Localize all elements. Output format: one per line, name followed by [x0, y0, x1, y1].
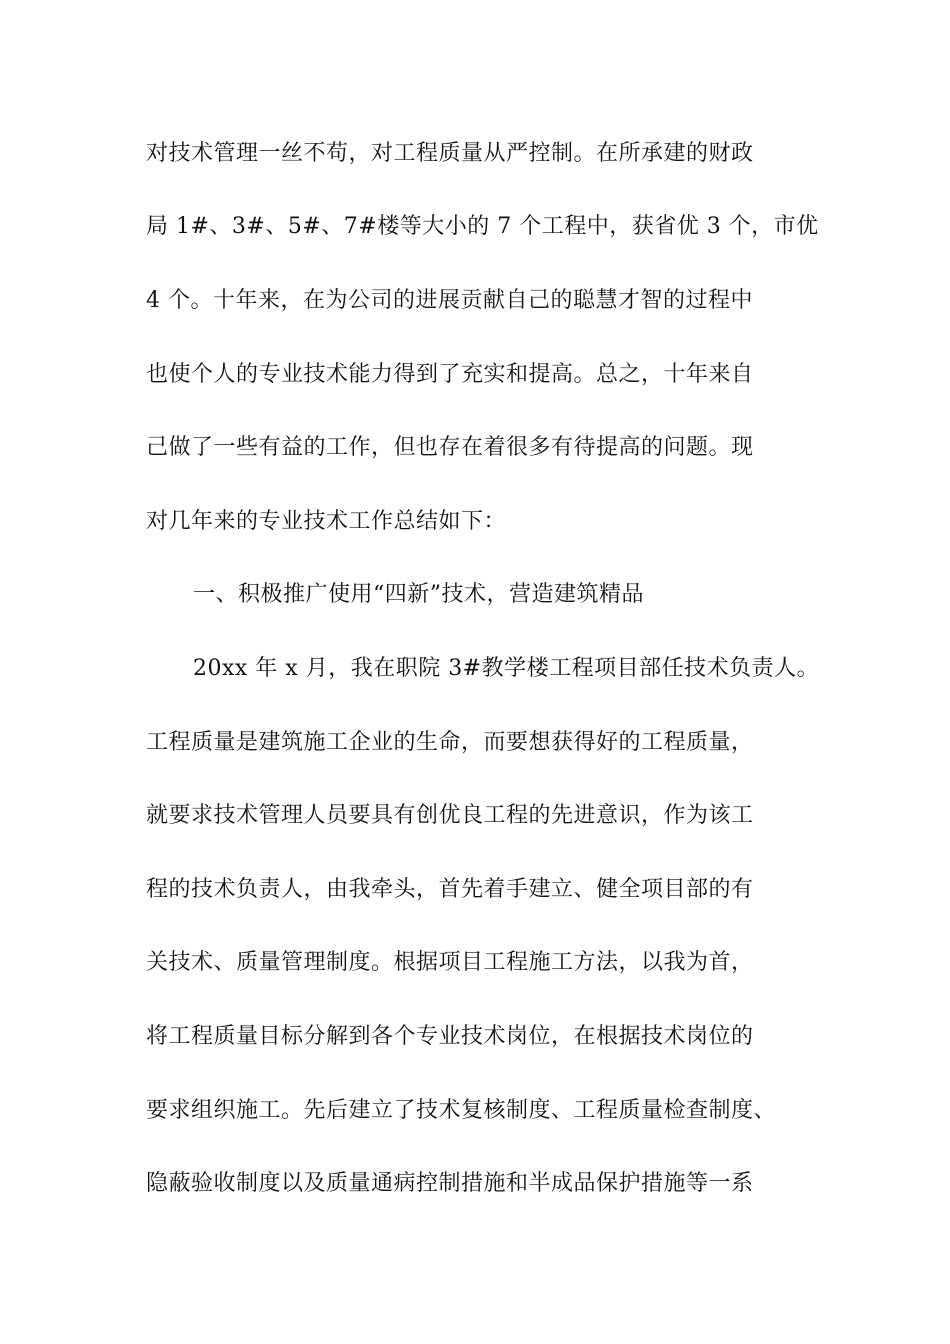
paragraph-line: 工程质量是建筑施工企业的生命，而要想获得好的工程质量，: [146, 730, 754, 755]
paragraph-line: 就要求技术管理人员要具有创优良工程的先进意识，作为该工: [146, 803, 754, 828]
paragraph-line: 将工程质量目标分解到各个专业技术岗位，在根据技术岗位的: [146, 1024, 754, 1049]
paragraph-line: 关技术、质量管理制度。根据项目工程施工方法，以我为首，: [146, 950, 754, 975]
paragraph-line: 4 个。十年来，在为公司的进展贡献自己的聪慧才智的过程中: [146, 288, 753, 313]
paragraph-line: 己做了一些有益的工作，但也存在着很多有待提高的问题。现: [146, 435, 754, 460]
paragraph-line: 局 1#、3#、5#、7#楼等大小的 7 个工程中，获省优 3 个，市优: [146, 214, 819, 239]
paragraph-line: 20xx 年 x 月，我在职院 3#教学楼工程项目部任技术负责人。: [193, 656, 820, 681]
paragraph-line: 程的技术负责人，由我牵头，首先着手建立、健全项目部的有: [146, 877, 754, 902]
paragraph-line: 对几年来的专业技术工作总结如下：: [146, 509, 507, 534]
section-heading: 一、积极推广使用“四新”技术，营造建筑精品: [193, 582, 644, 607]
paragraph-line: 也使个人的专业技术能力得到了充实和提高。总之，十年来自: [146, 362, 754, 387]
paragraph-line: 对技术管理一丝不苟，对工程质量从严控制。在所承建的财政: [146, 141, 754, 166]
paragraph-line: 要求组织施工。先后建立了技术复核制度、工程质量检查制度、: [146, 1098, 777, 1123]
paragraph-line: 隐蔽验收制度以及质量通病控制措施和半成品保护措施等一系: [146, 1171, 754, 1196]
